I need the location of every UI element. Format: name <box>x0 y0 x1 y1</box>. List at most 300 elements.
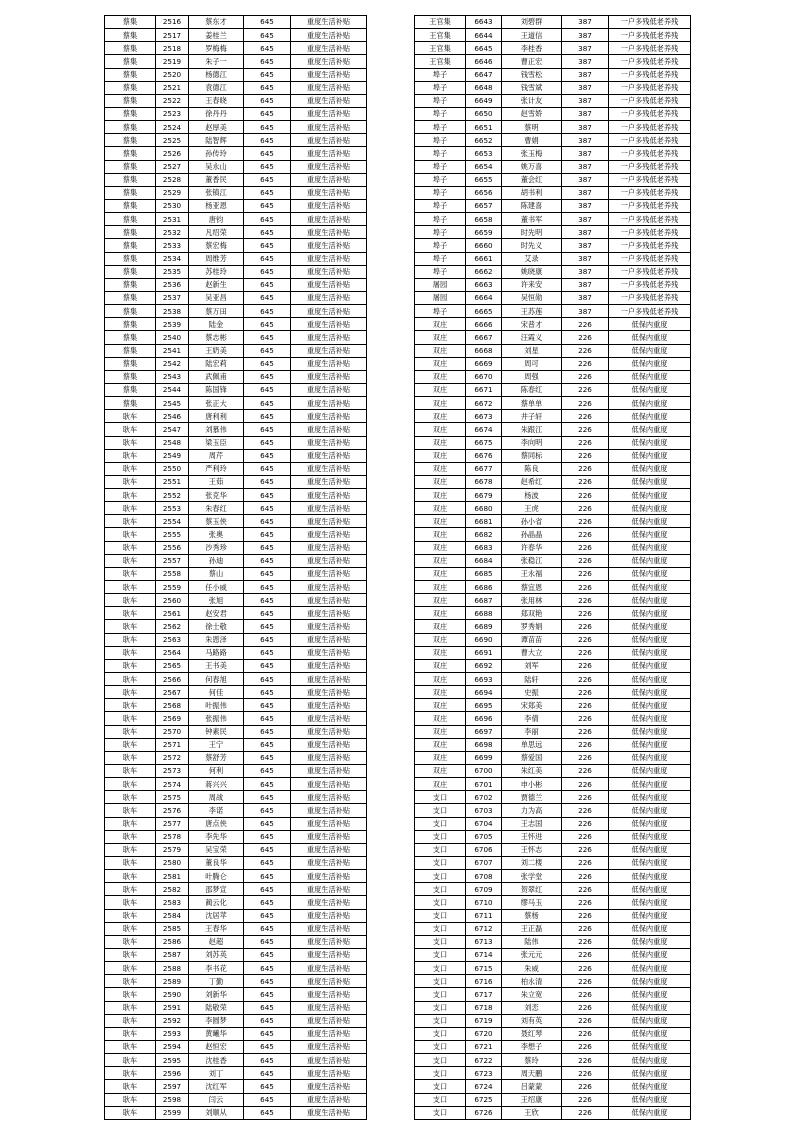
town-cell: 埠子 <box>415 186 466 199</box>
town-cell: 埠子 <box>415 199 466 212</box>
town-cell: 支口 <box>415 791 466 804</box>
category-cell: 重度生活补贴 <box>291 357 367 370</box>
number-cell: 2517 <box>156 29 189 42</box>
name-cell: 钟素民 <box>189 725 244 738</box>
name-cell: 陈建喜 <box>502 199 562 212</box>
number-cell: 2559 <box>156 581 189 594</box>
amount-cell: 645 <box>244 909 291 922</box>
table-row <box>105 857 367 870</box>
table-row <box>105 554 367 567</box>
category-cell: 低保内重度 <box>609 475 691 488</box>
number-cell: 2587 <box>156 948 189 961</box>
category-cell: 一户多残低老养残 <box>609 107 691 120</box>
category-cell: 重度生活补贴 <box>291 423 367 436</box>
table-row <box>415 305 691 318</box>
table-row <box>105 817 367 830</box>
category-cell: 重度生活补贴 <box>291 646 367 659</box>
category-cell: 重度生活补贴 <box>291 699 367 712</box>
town-cell: 蔡集 <box>105 147 156 160</box>
town-cell: 耿车 <box>105 581 156 594</box>
town-cell: 耿车 <box>105 948 156 961</box>
number-cell: 2520 <box>156 68 189 81</box>
town-cell: 耿车 <box>105 922 156 935</box>
category-cell: 重度生活补贴 <box>291 462 367 475</box>
amount-cell: 226 <box>562 436 609 449</box>
town-cell: 双庄 <box>415 410 466 423</box>
category-cell: 一户多残低老养残 <box>609 68 691 81</box>
category-cell: 低保内重度 <box>609 962 691 975</box>
name-cell: 马路路 <box>189 646 244 659</box>
amount-cell: 645 <box>244 896 291 909</box>
table-row <box>415 55 691 68</box>
town-cell: 支口 <box>415 857 466 870</box>
table-row <box>105 436 367 449</box>
number-cell: 6712 <box>466 922 502 935</box>
amount-cell: 226 <box>562 1054 609 1067</box>
number-cell: 2554 <box>156 515 189 528</box>
name-cell: 蒋兴兴 <box>189 778 244 791</box>
number-cell: 6645 <box>466 42 502 55</box>
number-cell: 6704 <box>466 817 502 830</box>
name-cell: 陆金 <box>189 318 244 331</box>
category-cell: 低保内重度 <box>609 738 691 751</box>
name-cell: 蔡舒芳 <box>189 751 244 764</box>
number-cell: 6679 <box>466 489 502 502</box>
town-cell: 支口 <box>415 870 466 883</box>
number-cell: 2557 <box>156 554 189 567</box>
category-cell: 重度生活补贴 <box>291 489 367 502</box>
name-cell: 梁玉臣 <box>189 436 244 449</box>
number-cell: 6666 <box>466 318 502 331</box>
table-row <box>105 541 367 554</box>
town-cell: 双庄 <box>415 489 466 502</box>
name-cell: 王虎 <box>502 502 562 515</box>
table-row <box>105 1093 367 1106</box>
amount-cell: 226 <box>562 896 609 909</box>
name-cell: 董香民 <box>189 173 244 186</box>
town-cell: 耿车 <box>105 1080 156 1093</box>
table-row <box>105 870 367 883</box>
category-cell: 重度生活补贴 <box>291 1093 367 1106</box>
name-cell: 孙迪 <box>189 554 244 567</box>
category-cell: 一户多残低老养残 <box>609 239 691 252</box>
name-cell: 朱立宽 <box>502 988 562 1001</box>
amount-cell: 387 <box>562 252 609 265</box>
number-cell: 6667 <box>466 331 502 344</box>
number-cell: 6693 <box>466 673 502 686</box>
table-row <box>105 607 367 620</box>
name-cell: 申小彬 <box>502 778 562 791</box>
table-row <box>105 55 367 68</box>
number-cell: 2533 <box>156 239 189 252</box>
number-cell: 6717 <box>466 988 502 1001</box>
table-row <box>105 331 367 344</box>
table-row <box>415 1027 691 1040</box>
number-cell: 6700 <box>466 765 502 778</box>
amount-cell: 226 <box>562 1093 609 1106</box>
number-cell: 6724 <box>466 1080 502 1093</box>
category-cell: 重度生活补贴 <box>291 173 367 186</box>
number-cell: 2577 <box>156 817 189 830</box>
table-row <box>415 699 691 712</box>
category-cell: 一户多残低老养残 <box>609 55 691 68</box>
table-row <box>415 607 691 620</box>
town-cell: 蔡集 <box>105 186 156 199</box>
category-cell: 低保内重度 <box>609 765 691 778</box>
name-cell: 宋普才 <box>502 318 562 331</box>
number-cell: 2526 <box>156 147 189 160</box>
town-cell: 耿车 <box>105 541 156 554</box>
number-cell: 6650 <box>466 107 502 120</box>
amount-cell: 226 <box>562 804 609 817</box>
name-cell: 蔡东才 <box>189 16 244 29</box>
amount-cell: 645 <box>244 857 291 870</box>
number-cell: 2593 <box>156 1027 189 1040</box>
name-cell: 朱恩泽 <box>189 633 244 646</box>
number-cell: 2594 <box>156 1040 189 1053</box>
name-cell: 赵雪娇 <box>502 107 562 120</box>
amount-cell: 645 <box>244 383 291 396</box>
name-cell: 沈居苹 <box>189 909 244 922</box>
amount-cell: 645 <box>244 528 291 541</box>
town-cell: 耿车 <box>105 712 156 725</box>
category-cell: 重度生活补贴 <box>291 370 367 383</box>
number-cell: 2545 <box>156 397 189 410</box>
name-cell: 李诺 <box>189 804 244 817</box>
name-cell: 朱春红 <box>189 502 244 515</box>
number-cell: 6676 <box>466 449 502 462</box>
category-cell: 低保内重度 <box>609 489 691 502</box>
town-cell: 耿车 <box>105 699 156 712</box>
amount-cell: 387 <box>562 134 609 147</box>
category-cell: 重度生活补贴 <box>291 121 367 134</box>
name-cell: 孙晶晶 <box>502 528 562 541</box>
name-cell: 沙秀珍 <box>189 541 244 554</box>
category-cell: 重度生活补贴 <box>291 1106 367 1119</box>
name-cell: 蔡杨 <box>502 909 562 922</box>
amount-cell: 226 <box>562 475 609 488</box>
category-cell: 重度生活补贴 <box>291 686 367 699</box>
town-cell: 耿车 <box>105 870 156 883</box>
town-cell: 支口 <box>415 962 466 975</box>
town-cell: 蔡集 <box>105 370 156 383</box>
name-cell: 陈春红 <box>502 383 562 396</box>
town-cell: 蔡集 <box>105 344 156 357</box>
table-row <box>415 581 691 594</box>
table-row <box>415 107 691 120</box>
amount-cell: 226 <box>562 817 609 830</box>
name-cell: 刘慕伟 <box>189 423 244 436</box>
name-cell: 谭苗苗 <box>502 633 562 646</box>
amount-cell: 226 <box>562 383 609 396</box>
town-cell: 双庄 <box>415 318 466 331</box>
town-cell: 蔡集 <box>105 16 156 29</box>
category-cell: 低保内重度 <box>609 397 691 410</box>
category-cell: 低保内重度 <box>609 922 691 935</box>
name-cell: 王道信 <box>502 29 562 42</box>
category-cell: 重度生活补贴 <box>291 817 367 830</box>
number-cell: 6691 <box>466 646 502 659</box>
number-cell: 6680 <box>466 502 502 515</box>
table-row <box>415 265 691 278</box>
amount-cell: 645 <box>244 712 291 725</box>
amount-cell: 226 <box>562 528 609 541</box>
town-cell: 蔡集 <box>105 42 156 55</box>
table-row <box>415 383 691 396</box>
table-row <box>105 528 367 541</box>
number-cell: 2566 <box>156 673 189 686</box>
number-cell: 6671 <box>466 383 502 396</box>
town-cell: 蔡集 <box>105 318 156 331</box>
amount-cell: 387 <box>562 16 609 29</box>
category-cell: 重度生活补贴 <box>291 581 367 594</box>
table-row <box>105 1106 367 1119</box>
table-row <box>415 475 691 488</box>
amount-cell: 645 <box>244 1067 291 1080</box>
table-row <box>415 449 691 462</box>
table-row <box>415 213 691 226</box>
town-cell: 蔡集 <box>105 94 156 107</box>
amount-cell: 645 <box>244 344 291 357</box>
town-cell: 埠子 <box>415 81 466 94</box>
town-cell: 双庄 <box>415 659 466 672</box>
town-cell: 耿车 <box>105 673 156 686</box>
name-cell: 周可 <box>502 357 562 370</box>
table-row <box>415 817 691 830</box>
category-cell: 重度生活补贴 <box>291 410 367 423</box>
amount-cell: 387 <box>562 107 609 120</box>
table-row <box>105 239 367 252</box>
number-cell: 2588 <box>156 962 189 975</box>
town-cell: 支口 <box>415 1014 466 1027</box>
number-cell: 6696 <box>466 712 502 725</box>
name-cell: 姜桂兰 <box>189 29 244 42</box>
name-cell: 曹娟 <box>502 134 562 147</box>
town-cell: 耿车 <box>105 462 156 475</box>
town-cell: 支口 <box>415 1080 466 1093</box>
amount-cell: 645 <box>244 410 291 423</box>
table-row <box>105 42 367 55</box>
table-row <box>105 81 367 94</box>
number-cell: 2598 <box>156 1093 189 1106</box>
number-cell: 2572 <box>156 751 189 764</box>
amount-cell: 645 <box>244 646 291 659</box>
number-cell: 6681 <box>466 515 502 528</box>
town-cell: 埠子 <box>415 213 466 226</box>
town-cell: 耿车 <box>105 423 156 436</box>
category-cell: 低保内重度 <box>609 1093 691 1106</box>
town-cell: 蔡集 <box>105 160 156 173</box>
table-row <box>105 160 367 173</box>
amount-cell: 226 <box>562 567 609 580</box>
name-cell: 王怀进 <box>502 830 562 843</box>
number-cell: 6678 <box>466 475 502 488</box>
amount-cell: 226 <box>562 712 609 725</box>
name-cell: 李倩 <box>502 712 562 725</box>
category-cell: 低保内重度 <box>609 449 691 462</box>
table-row <box>105 686 367 699</box>
table-row <box>415 883 691 896</box>
name-cell: 唐利利 <box>189 410 244 423</box>
name-cell: 郑双艳 <box>502 607 562 620</box>
name-cell: 唐点侠 <box>189 817 244 830</box>
table-row <box>415 199 691 212</box>
category-cell: 低保内重度 <box>609 712 691 725</box>
town-cell: 双庄 <box>415 554 466 567</box>
table-row <box>105 94 367 107</box>
town-cell: 耿车 <box>105 410 156 423</box>
name-cell: 蔡单单 <box>502 397 562 410</box>
name-cell: 何春旭 <box>189 673 244 686</box>
name-cell: 王茹 <box>189 475 244 488</box>
number-cell: 6662 <box>466 265 502 278</box>
name-cell: 赵恒宏 <box>189 1040 244 1053</box>
amount-cell: 645 <box>244 975 291 988</box>
number-cell: 2538 <box>156 305 189 318</box>
category-cell: 低保内重度 <box>609 699 691 712</box>
name-cell: 蔡山 <box>189 567 244 580</box>
table-row <box>105 186 367 199</box>
category-cell: 低保内重度 <box>609 659 691 672</box>
name-cell: 王春华 <box>189 922 244 935</box>
table-row <box>415 278 691 291</box>
amount-cell: 645 <box>244 213 291 226</box>
table-row <box>415 239 691 252</box>
category-cell: 一户多残低老养残 <box>609 213 691 226</box>
number-cell: 2589 <box>156 975 189 988</box>
name-cell: 蔡宏梅 <box>189 239 244 252</box>
table-row <box>105 489 367 502</box>
table-row <box>415 331 691 344</box>
number-cell: 2546 <box>156 410 189 423</box>
category-cell: 重度生活补贴 <box>291 331 367 344</box>
town-cell: 双庄 <box>415 620 466 633</box>
table-row <box>105 252 367 265</box>
amount-cell: 645 <box>244 948 291 961</box>
amount-cell: 645 <box>244 305 291 318</box>
table-row <box>105 1054 367 1067</box>
town-cell: 蔡集 <box>105 173 156 186</box>
amount-cell: 645 <box>244 594 291 607</box>
town-cell: 耿车 <box>105 883 156 896</box>
table-row <box>415 515 691 528</box>
name-cell: 周战 <box>189 791 244 804</box>
number-cell: 2547 <box>156 423 189 436</box>
amount-cell: 226 <box>562 830 609 843</box>
name-cell: 刘星 <box>502 344 562 357</box>
table-row <box>415 975 691 988</box>
number-cell: 6648 <box>466 81 502 94</box>
number-cell: 6713 <box>466 935 502 948</box>
amount-cell: 645 <box>244 331 291 344</box>
table-row <box>105 1067 367 1080</box>
amount-cell: 645 <box>244 870 291 883</box>
number-cell: 6707 <box>466 857 502 870</box>
name-cell: 叶振伟 <box>189 699 244 712</box>
number-cell: 2534 <box>156 252 189 265</box>
amount-cell: 645 <box>244 42 291 55</box>
town-cell: 蔡集 <box>105 291 156 304</box>
town-cell: 耿车 <box>105 830 156 843</box>
name-cell: 刘有英 <box>502 1014 562 1027</box>
town-cell: 埠子 <box>415 226 466 239</box>
name-cell: 缪马玉 <box>502 896 562 909</box>
number-cell: 2537 <box>156 291 189 304</box>
name-cell: 吴永山 <box>189 160 244 173</box>
number-cell: 6685 <box>466 567 502 580</box>
amount-cell: 226 <box>562 870 609 883</box>
amount-cell: 387 <box>562 42 609 55</box>
town-cell: 双庄 <box>415 778 466 791</box>
table-row <box>105 935 367 948</box>
amount-cell: 226 <box>562 344 609 357</box>
amount-cell: 226 <box>562 922 609 935</box>
category-cell: 重度生活补贴 <box>291 765 367 778</box>
category-cell: 低保内重度 <box>609 751 691 764</box>
table-row <box>415 226 691 239</box>
category-cell: 低保内重度 <box>609 673 691 686</box>
name-cell: 陈国锋 <box>189 383 244 396</box>
category-cell: 低保内重度 <box>609 541 691 554</box>
number-cell: 6655 <box>466 173 502 186</box>
number-cell: 6643 <box>466 16 502 29</box>
town-cell: 双庄 <box>415 383 466 396</box>
town-cell: 蔡集 <box>105 265 156 278</box>
category-cell: 低保内重度 <box>609 1080 691 1093</box>
name-cell: 陆轩 <box>502 673 562 686</box>
amount-cell: 226 <box>562 423 609 436</box>
name-cell: 王永福 <box>502 567 562 580</box>
name-cell: 沈桂香 <box>189 1054 244 1067</box>
town-cell: 支口 <box>415 935 466 948</box>
table-row <box>415 646 691 659</box>
name-cell: 蔡爱国 <box>502 751 562 764</box>
category-cell: 重度生活补贴 <box>291 502 367 515</box>
name-cell: 陆伟 <box>502 935 562 948</box>
amount-cell: 645 <box>244 659 291 672</box>
category-cell: 低保内重度 <box>609 1067 691 1080</box>
table-row <box>105 804 367 817</box>
town-cell: 耿车 <box>105 817 156 830</box>
category-cell: 重度生活补贴 <box>291 213 367 226</box>
town-cell: 埠子 <box>415 160 466 173</box>
amount-cell: 226 <box>562 318 609 331</box>
town-cell: 耿车 <box>105 725 156 738</box>
category-cell: 重度生活补贴 <box>291 383 367 396</box>
left-table-body <box>105 16 367 1120</box>
table-row <box>105 843 367 856</box>
table-row <box>415 42 691 55</box>
number-cell: 2556 <box>156 541 189 554</box>
table-row <box>105 567 367 580</box>
name-cell: 钱雪斌 <box>502 81 562 94</box>
category-cell: 低保内重度 <box>609 502 691 515</box>
number-cell: 2536 <box>156 278 189 291</box>
category-cell: 低保内重度 <box>609 975 691 988</box>
town-cell: 耿车 <box>105 1106 156 1119</box>
town-cell: 耿车 <box>105 475 156 488</box>
town-cell: 蔡集 <box>105 397 156 410</box>
name-cell: 吴宝荣 <box>189 843 244 856</box>
number-cell: 2592 <box>156 1014 189 1027</box>
town-cell: 埠子 <box>415 305 466 318</box>
number-cell: 6649 <box>466 94 502 107</box>
town-cell: 支口 <box>415 804 466 817</box>
name-cell: 王春晓 <box>189 94 244 107</box>
table-row <box>415 370 691 383</box>
number-cell: 2590 <box>156 988 189 1001</box>
table-row <box>415 1054 691 1067</box>
